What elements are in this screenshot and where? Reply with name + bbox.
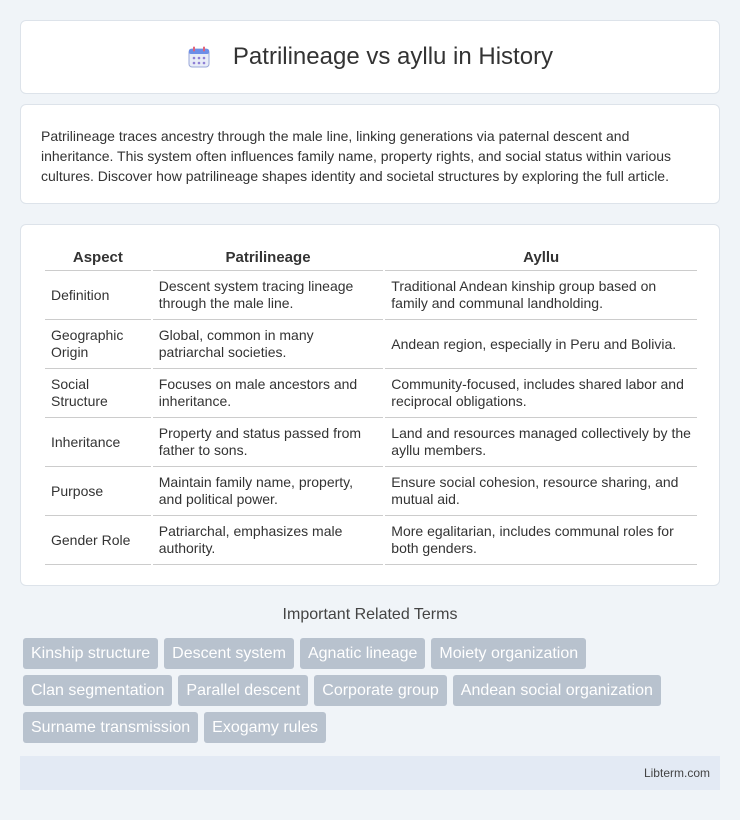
calendar-icon <box>187 45 211 69</box>
table-row <box>45 418 697 467</box>
table-row <box>45 271 697 320</box>
cell-ayllu: Andean region, especially in Peru and Bolivia. <box>385 320 697 369</box>
related-terms-title: Important Related Terms <box>282 606 458 623</box>
footer-site-link[interactable]: Libterm.com <box>643 766 710 780</box>
cell-aspect: Definition <box>45 271 151 320</box>
intro-text: Patrilineage traces ancestry through the male line, linking generations via paternal descent and inheritance. This system often influences family name, property rights, and social status within various cultures. Discover how patrilineage shapes identity and societal structures by exploring the full article. <box>41 128 672 184</box>
header-card <box>20 20 720 94</box>
table-row <box>45 369 697 418</box>
related-term-tag[interactable]: Parallel descent <box>178 675 308 706</box>
related-term-tag[interactable]: Corporate group <box>314 675 447 706</box>
cell-aspect: Gender Role <box>45 516 151 565</box>
header-aspect: Aspect <box>45 245 151 271</box>
cell-aspect: Purpose <box>45 467 151 516</box>
related-term-tag[interactable]: Clan segmentation <box>23 675 172 706</box>
cell-ayllu: Community-focused, includes shared labor and reciprocal obligations. <box>385 369 697 418</box>
cell-patrilineage: Descent system tracing lineage through the male line. <box>153 271 384 320</box>
cell-ayllu: Ensure social cohesion, resource sharing, and mutual aid. <box>385 467 697 516</box>
cell-ayllu: More egalitarian, includes communal roles for both genders. <box>385 516 697 565</box>
cell-aspect: Social Structure <box>45 369 151 418</box>
related-term-tag[interactable]: Descent system <box>164 638 294 669</box>
related-term-tag[interactable]: Kinship structure <box>23 638 158 669</box>
table-row <box>45 467 697 516</box>
comparison-table-card <box>20 224 720 586</box>
cell-patrilineage: Focuses on male ancestors and inheritance. <box>153 369 384 418</box>
header-patrilineage: Patrilineage <box>153 245 384 271</box>
page-title: Patrilineage vs ayllu in History <box>232 43 554 70</box>
related-term-tag[interactable]: Moiety organization <box>431 638 586 669</box>
table-row <box>45 516 697 565</box>
intro-card <box>20 104 720 204</box>
footer <box>20 756 720 790</box>
cell-ayllu: Traditional Andean kinship group based on family and communal landholding. <box>385 271 697 320</box>
header-ayllu: Ayllu <box>385 245 697 271</box>
related-term-tag[interactable]: Andean social organization <box>453 675 661 706</box>
cell-patrilineage: Global, common in many patriarchal societies. <box>153 320 384 369</box>
cell-patrilineage: Maintain family name, property, and political power. <box>153 467 384 516</box>
cell-aspect: Inheritance <box>45 418 151 467</box>
cell-patrilineage: Property and status passed from father to sons. <box>153 418 384 467</box>
cell-patrilineage: Patriarchal, emphasizes male authority. <box>153 516 384 565</box>
related-term-tag[interactable]: Exogamy rules <box>204 712 326 743</box>
related-terms-list <box>23 638 723 749</box>
related-term-tag[interactable]: Surname transmission <box>23 712 198 743</box>
cell-ayllu: Land and resources managed collectively by the ayllu members. <box>385 418 697 467</box>
comparison-table <box>43 245 699 565</box>
table-header-row <box>45 245 697 271</box>
cell-aspect: Geographic Origin <box>45 320 151 369</box>
related-term-tag[interactable]: Agnatic lineage <box>300 638 425 669</box>
table-row <box>45 320 697 369</box>
